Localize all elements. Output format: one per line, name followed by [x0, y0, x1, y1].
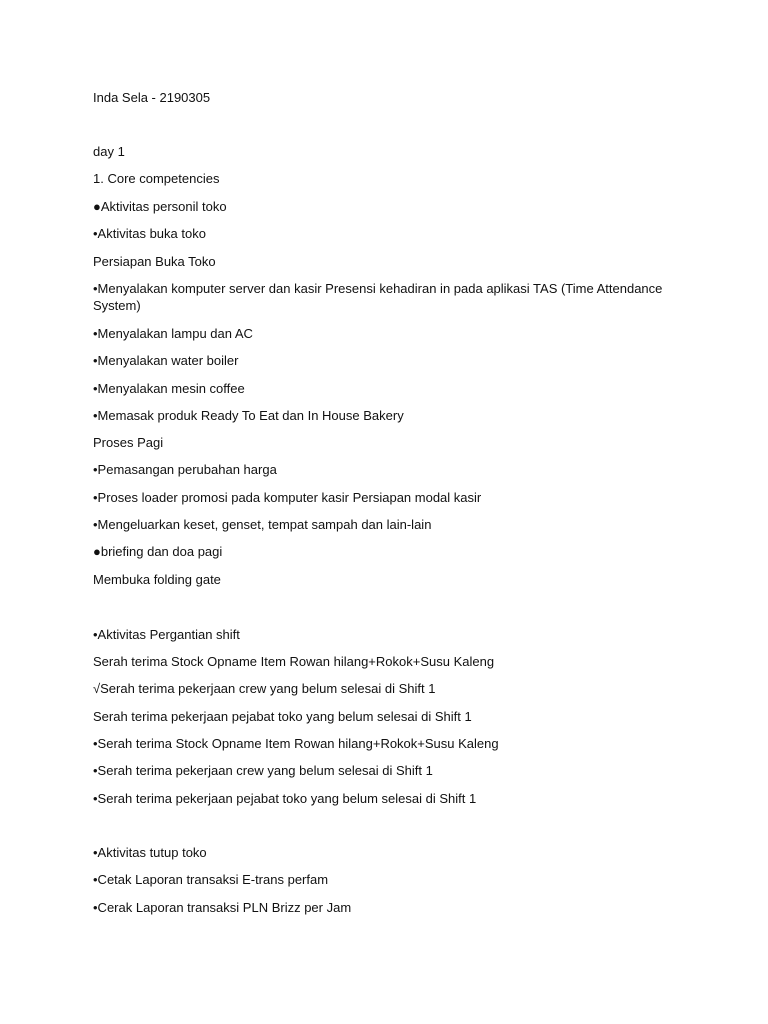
text-line: •Menyalakan water boiler — [93, 353, 239, 368]
text-line: Membuka folding gate — [93, 572, 221, 587]
text-line: Serah terima Stock Opname Item Rowan hilang+Rokok+Susu Kaleng — [93, 654, 495, 669]
author-line: Inda Sela - 2190305 — [93, 90, 211, 105]
text-line: •Menyalakan komputer server dan kasir Presensi kehadiran in pada aplikasi TAS (Time Attendance System) — [93, 281, 663, 313]
text-line: •Menyalakan lampu dan AC — [93, 326, 253, 341]
text-line: ●Aktivitas personil toko — [93, 199, 227, 214]
text-line: •Aktivitas tutup toko — [93, 845, 207, 860]
text-line: •Cerak Laporan transaksi PLN Brizz per Jam — [93, 900, 352, 915]
text-line: •Aktivitas Pergantian shift — [93, 627, 240, 642]
text-line: •Memasak produk Ready To Eat dan In House Bakery — [93, 408, 404, 423]
subheading: Proses Pagi — [93, 435, 164, 450]
text-line: •Serah terima Stock Opname Item Rowan hilang+Rokok+Susu Kaleng — [93, 736, 499, 751]
text-line: √Serah terima pekerjaan crew yang belum selesai di Shift 1 — [93, 681, 436, 696]
text-line: •Menyalakan mesin coffee — [93, 381, 245, 396]
text-line: ●briefing dan doa pagi — [93, 544, 223, 559]
text-line: •Proses loader promosi pada komputer kasir Persiapan modal kasir — [93, 490, 482, 505]
subheading: Persiapan Buka Toko — [93, 254, 216, 269]
text-line: •Cetak Laporan transaksi E-trans perfam — [93, 872, 329, 887]
day-heading: day 1 — [93, 144, 125, 159]
text-line: Serah terima pekerjaan pejabat toko yang belum selesai di Shift 1 — [93, 709, 472, 724]
text-line: •Aktivitas buka toko — [93, 226, 206, 241]
section-heading: 1. Core competencies — [93, 171, 220, 186]
text-line: •Mengeluarkan keset, genset, tempat sampah dan lain-lain — [93, 517, 432, 532]
text-line: •Serah terima pekerjaan crew yang belum selesai di Shift 1 — [93, 763, 433, 778]
text-line: •Serah terima pekerjaan pejabat toko yang belum selesai di Shift 1 — [93, 791, 477, 806]
text-line: •Pemasangan perubahan harga — [93, 462, 277, 477]
